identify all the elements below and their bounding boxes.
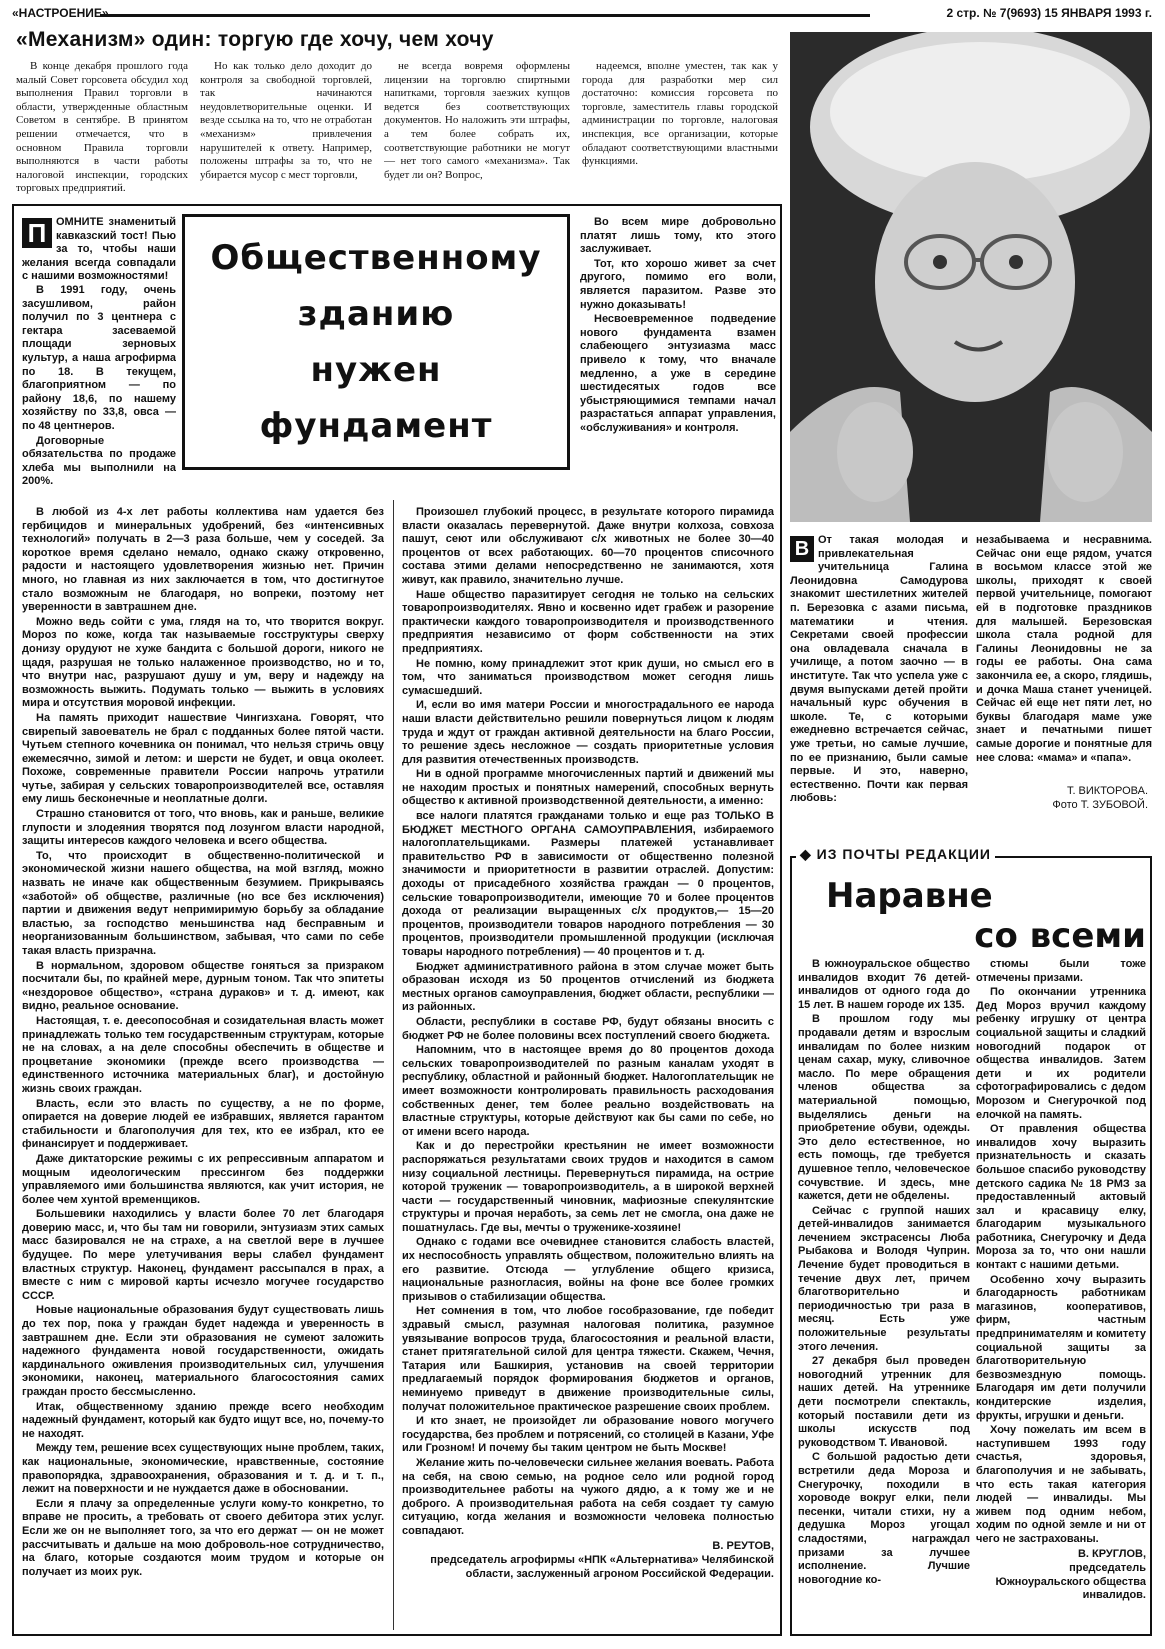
dropcap: П — [22, 218, 52, 248]
mail-article-col2: стюмы были тоже отмечены призами. По окончании утренника Дед Мороз вручил каждому ребенку игрушку от центра социальной защиты и сладкий новогодний подарок от общества инвалидов. Затем дети и их родители сфотографировались с дедом Морозом и Снегурочкой под елочкой на память. От правления общества инвалидов хочу выразить признательность и сказать большое спасибо руководству детского садика № 18 РМЗ за предоставленный актовый зал и красавицу елку, благодарим музыкального работника, Снегурочку и Деда Мороза за то, что они нашли контакт с нашими детьми. Особенно хочу выразить благодарность работникам магазинов, кооперативов, фирм, частным предпринимателям и комитету социальной защиты за благотворительную безвозмездную помощь. Благодаря им дети получили кондитерские изделия, фрукты, игрушки и деньги. Хочу пожелать им всем в наступившем 1993 году счастья, здоровья, благополучия и не забывать, что есть такая категория людей — инвалиды. Мы живем под одним небом, ходим по одной земле и ни от чего не застрахованы. В. КРУГЛОВ, председатель Южноуральского общества инвалидов. — [976, 958, 1146, 1602]
top-article-col2: Но как только дело доходит до контроля за свободной торговлей, так начинаются неудовлетворительные оценки. И везде ссылка на то, что не отработан «механизм» привлечения нарушителей к ответу. Например, положены штрафы за то, что не убирается мусор с мест торговли, — [200, 60, 372, 181]
main-article-col-a: В любой из 4-х лет работы коллектива нам удается без гербицидов и минеральных удобрений, без «интенсивных технологий» получать в 2—3 раза больше, чем у соседей. За короткое время сделано немало, однако скажу откровенно, радости и настоящего удовлетворения жизнью нет. Причин много, но главная из них заключается в том, что достигнутое стало возможным не благодаря, но вопреки, поэтому нет уверенности в завтрашнем дне. Можно ведь сойти с ума, глядя на то, что творится вокруг. Мороз по коже, когда так называемые госструктуры сверху донизу орудуют не хуже бандита с большой дороги, никого не щадя, разрушая не только налаженное производство, но и то, что внутри нас, разрушают душу и ум, веру и надежду на возможность выжить. Подумать только — выжить в условиях мира и отсутствия моровой инфекции. На память приходит нашествие Чингизхана. Говорят, что свирепый завоеватель не брал с подданных более пятой части. Чутьем степного кочевника он понимал, что нельзя стричь овцу ежемесячно, зимой и летом: и шерсти не будет, и овца околеет. Похоже, современные правители России напрочь утратили чутье, забирая у сельских товаропроизводителей все, оставляя ему лишь бесконечные и неоплатные долги. Страшно становится от того, что вновь, как и раньше, великие глупости и злодеяния творятся под лозунгом власти народной, защиты интересов каждого человека и всего общества. То, что происходит в общественно-политической и экономической жизни нашего общества, на мой взгляд, можно назвать не иначе как общественным безумием. Прикрываясь «заботой» об обществе, различные (но все без исключения) партии и движения ведут непримиримую борьбу за обладание властью, за господство меньшинства над бесправным и неорганизованным большинством, забывая, что сами по себе такая власть призрачна. В нормальном, здоровом обществе гоняться за призраком посчитали бы, по крайней мере, дурным тоном. Так что эпитеты «нездоровое общество», «страна дураков» и т. д. имеют, как видно, реальное основание. Настоящая, т. е. деесопособная и созидательная власть может принадлежать только тем государственным структурам, которые не на словах, а на деле способны обеспечить в обществе и процветание экономики (прежде всего производства — единственного источника материальных благ), и достойную жизнь своих граждан. Власть, если это власть по существу, а не по форме, опирается на доверие людей ее избравших, является гарантом стабильности и благополучия для тех, кто ее избрал, кто ее финансирует и поддерживает. Даже диктаторские режимы с их репрессивным аппаратом и мощным идеологическим прессингом без поддержки управляемого ими большинства являются, как учит история, не более чем хунтой временщиков. Большевики находились у власти более 70 лет благодаря доверию масс, и, что бы там ни говорили, энтузиазм этих самых масс базировался не на страхе, а на светлой вере в лучшее будущее. По мере улетучивания веры слабел фундамент властных структур. Наконец, фундамент рассыпался в прах, а вместе с ним с мировой карты исчезло могучее государство СССР. Новые национальные образования будут существовать лишь до тех пор, пока у граждан будет надежда и уверенность в завтрашнем дне. Если эти образования не сумеют заложить надежного фундамента новой государственности, ожидать кардинального оживления производительных сил, улучшения экономики, наконец, материального благосостояния самих граждан просто бессмысленно. Итак, общественному зданию прежде всего необходим надежный фундамент, который как будто ищут все, но, почему-то не находят. Между тем, решение всех существующих ныне проблем, таких, как национальные, экономические, нравственные, состояние правопорядка, здравоохранения, образования и т. д. и т. п., лежит на поверхности и не нуждается даже в обосновании. Если я плачу за определенные услуги кому-то конкретно, то вправе не просить, а требовать от своего дебитора этих услуг. Если же он не выполняет того, за что его держат — он не может рассчитывать и дальше на мою доброволь-ное сотрудничество, на благо, которые создаются моим трудом и которые он получает из моих рук. — [22, 506, 384, 1578]
main-article-title-box — [182, 214, 570, 470]
mail-section-label: ◆ ИЗ ПОЧТЫ РЕДАКЦИИ — [796, 846, 995, 863]
mail-article-title: Наравне со всеми — [826, 876, 1146, 956]
main-article-title: Общественному зданию нужен фундамент — [210, 238, 542, 446]
masthead-rule — [100, 14, 870, 17]
issue-dateline: 2 стр. № 7(9693) 15 ЯНВАРЯ 1993 г. — [946, 6, 1152, 20]
section-label: «НАСТРОЕНИЕ» — [12, 6, 109, 20]
main-article-signature: В. РЕУТОВ, — [712, 1539, 774, 1552]
top-article-col4: надеемся, вполне уместен, так как у города для разработки мер сил достаточно: комиссия горсовета по торговле, заместитель главы городской администрации по торговле, налоговая инспекция, все организации, которые обладают соответствующими властными функциями. — [582, 60, 778, 168]
mail-article-col1: В южноуральское общество инвалидов входит 76 детей-инвалидов от одного года до 15 лет. В нашем городе их 135. В прошлом году мы продавали детям и взрослым инвалидам по более низким ценам сахар, муку, сливочное масло. По мере обращения членов общества за материальной помощью, выделялись деньги на приобретение обуви, одежды. Это дело естественное, но есть помощь, где требуется душевное тепло, человеческое сочувствие. И здесь, мне кажется, дети не обделены. Сейчас с группой наших детей-инвалидов занимается лечением экстрасенсы Люба Рыбакова и Володя Чуприн. Лечение будет проводиться в течение двух лет, причем благотворительно и периодичностью три раза в месяц. Есть уже положительные результаты этого лечения. 27 декабря был проведен новогодний утренник для наших детей. На утреннике дети посмотрели спектакль, который поставили дети из школы искусств под руководством Т. Ивановой. С большой радостью дети встретили деда Мороза и Снегурочку, походили в хороводе вокруг елки, пели песенки, читали стихи, ну а дедушка Мороз угощал сладостями, награждал призами за лучшее исполнение. Лучшие новогодние ко- — [798, 958, 970, 1586]
mail-signature: В. КРУГЛОВ, — [1077, 1547, 1146, 1560]
main-article-col-b: Произошел глубокий процесс, в результате которого пирамида власти оказалась перевернутой. Даже внутри колхоза, совхоза пашут, сеют или обслуживают с/х животных не более 30—40 процентов от всех работающих. 60—70 процентов списочного состава этими делами непосредственно не занимаются, хотя живут, как правило, значительно лучше. Наше общество паразитирует сегодня не только на сельских товаропроизводителях. Явно и косвенно идет грабеж и разорение практически каждого товаропроизводителя и производственного предприятия независимо от форм собственности на этих предприятиях. Не помню, кому принадлежит этот крик души, но смысл его в том, что заниматься производством может сегодня лишь сумасшедший. И, если во имя матери России и многострадального ее народа наши власти действительно решили повернуться лицом к людям труда и ждут от граждан активной деятельности на благо России, то решение здесь несложное — создать приоритетные условия для развития отечественных производств. Ни в одной программе многочисленных партий и движений мы не находим простых и понятных намерений, способных вернуть общество к активной производственной деятельности, а именно: все налоги платятся гражданами только и еще раз ТОЛЬКО В БЮДЖЕТ МЕСТНОГО ОРГАНА САМОУПРАВЛЕНИЯ, избираемого налогоплательщиками. Размеры платежей устанавливает правительство РФ в зависимости от общественно полезной значимости и приоритетности в развитии отраслей. Допустим: доходы от присадебного хозяйства граждан — 0 процентов, сельские товаропроизводители, имеющие 70 и более процентов дохода от реализации выращенных с/х продуктов,— 15—20 процентов, производители товаров народного потребления — 30 процентов, производители промышленной продукции (исключая товары народного потребления) — 40 процентов и т. д. Бюджет административного района в этом случае может быть образован исходя из 50 процентов отчислений из бюджета местных органов самоуправления, бюджет области, республики — из районных. Области, республики в составе РФ, будут обязаны вносить с бюджет РФ не более половины всех поступлений своего бюджета. Напомним, что в настоящее время до 80 процентов дохода сельских товаропроизводителей по разным каналам уходят в республику, областной и районный бюджет. Налогоплательщик не имеет возможности контролировать правильность расходования собственных денег, тем более реально воздействовать на властные структуры, которые действуют как бы сами по себе, но от имени всего народа. Как и до перестройки крестьянин не имеет возможности распоряжаться результатами своих трудов и находится в самом низу социальной лестницы. Перевернуться пирамида, на острие которой труженик — товаропроизводитель, а в широкой верхней части — государственный чиновник, мафиозные спекулянтские структуры и прочая неработь, за семь лет не смогла, она даже не пошатнулась. Где вы, мечты о труженике-хозяине! Однако с годами все очевиднее становится слабость властей, их неспособность управлять обществом, положительно влиять на его развитие. Отсюда — углубление общего кризиса, национальные разногласия, войны на фоне все более громких призывов о стабилизации общества. Нет сомнения в том, что любое гособразование, где победит здравый смысл, разумная налоговая политика, разумное увязывание вопросов труда, благосостояния и реальной власти, станет притягательной силой для центра тяжести. Скажем, Чечня, Татария или Башкирия, установив на своей территории предлагаемый порядок формирования бюджетов и органов, неминуемо приведут в движение производительные силы, получат положительное практическое разрешение своих проблем. И кто знает, не произойдет ли образование нового могучего государства, без проблем и потрясений, со столицей в Казани, Уфе или Грозном! И почему бы таким центром не быть Москве! Желание жить по-человечески сильнее желания воевать. Работа на себя, на свою семью, на родное село или родной город производительнее работы на чужого дядю, а к тому же и не доброго. А производительная работа на себя создает ту самую ситуацию, когда желания и возможности человека полностью совпадают. В. РЕУТОВ, председатель агрофирмы «НПК «Альтернатива» Челябинской области, заслуженный агроном Российской Федерации. — [402, 506, 774, 1580]
teacher-portrait-image — [790, 32, 1152, 522]
top-article-headline: «Механизм» один: торгую где хочу, чем хочу — [16, 28, 494, 51]
main-article-lead: П ОМНИТЕ знаменитый кавказский тост! Пью за то, чтобы наши желания всегда совпадали с нашими возможностями! В 1991 году, очень засушливом, район получил по 3 центнера с гектара засеваемой площади зерновых культур, а наша агрофирма по 18. В текущем, благоприятном — по району 18,6, по нашему хозяйству по 33,8, овса — по 48 центнеров. Договорные обязательства по продаже хлеба мы выполнили на 200%. — [22, 216, 176, 488]
column-divider — [393, 500, 394, 1630]
caption-dropcap: В — [790, 536, 814, 562]
caption-author: Т. ВИКТОРОВА. — [1066, 785, 1148, 797]
main-article-signature-role: председатель агрофирмы «НПК «Альтернатива» Челябинской области, заслуженный агроном Российской Федерации. — [430, 1554, 774, 1580]
caption-photo-credit: Фото Т. ЗУБОВОЙ. — [1052, 799, 1148, 811]
teacher-photo — [790, 32, 1152, 522]
photo-caption-col1: В От такая молодая и привлекательная учительница Галина Леонидовна Самодурова знакомит шестилетних жителей п. Березовка с азами письма, математики и чтения. Секретами своей профессии она овладевала сначала в училище, а потом заочно — в институте. Так что успела уже с двумя выпусками детей пройти начальный курс обучения в школе. Те, с которыми ежедневно встречается сейчас, уже третьи, но самые лучшие, по ее признанию, были самые первые. И это, наверно, естественно. Почти как первая любовь: — [790, 534, 968, 804]
top-article-col1: В конце декабря прошлого года малый Совет горсовета обсудил ход выполнения Правил торговли в области, утвержденные областным Советом в сентябре. В принятом решении отмечается, что в основном Правила торговли выполняются в части работы налоговой инспекции, городских торговых предприятий. — [16, 60, 188, 195]
mail-signature-role: председатель Южноуральского общества инвалидов. — [995, 1562, 1146, 1602]
diamond-icon: ◆ — [800, 846, 812, 862]
photo-credits — [1052, 784, 1148, 812]
masthead — [12, 6, 1152, 24]
main-article-right-top: Во всем мире добровольно платят лишь тому, кто этого заслуживает. Тот, кто хорошо живет за счет другого, помимо его воли, является паразитом. Разве это нужно доказывать! Несвоевременное подведение нового фундамента взамен слабеющего энтузиазма масс привело к тому, что вначале медленно, а уже в середине шестидесятых годов все убыстряющимися темпами начал разрастаться аппарат управления, «обслуживания» и контроля. — [580, 216, 776, 434]
photo-caption-col2: незабываема и несравнима. Сейчас они еще рядом, учатся в восьмом классе этой же школы, приходят к своей первой учительнице, помогают ей в подготовке праздников для малышей. Березовская школа стала родной для Галины Леонидовны не за годы ее работы. Она сама закончила ее, а скоро, глядишь, и дочка Маша станет ученицей. Сейчас ей еще нет пяти лет, но буквы благодаря маме уже знает и печатными пишет самые дорогие и понятные для нее слова: «мама» и «папа». — [976, 534, 1152, 764]
top-article-col3: не всегда вовремя оформлены лицензии на торговлю спиртными напитками, торговля заезжих купцов ведется без соответствующих документов. Но наложить эти штрафы, а тем более собрать их, соответствующие работники не могут — нет того самого «механизма». Так будет ли он? Вопрос, — [384, 60, 570, 181]
